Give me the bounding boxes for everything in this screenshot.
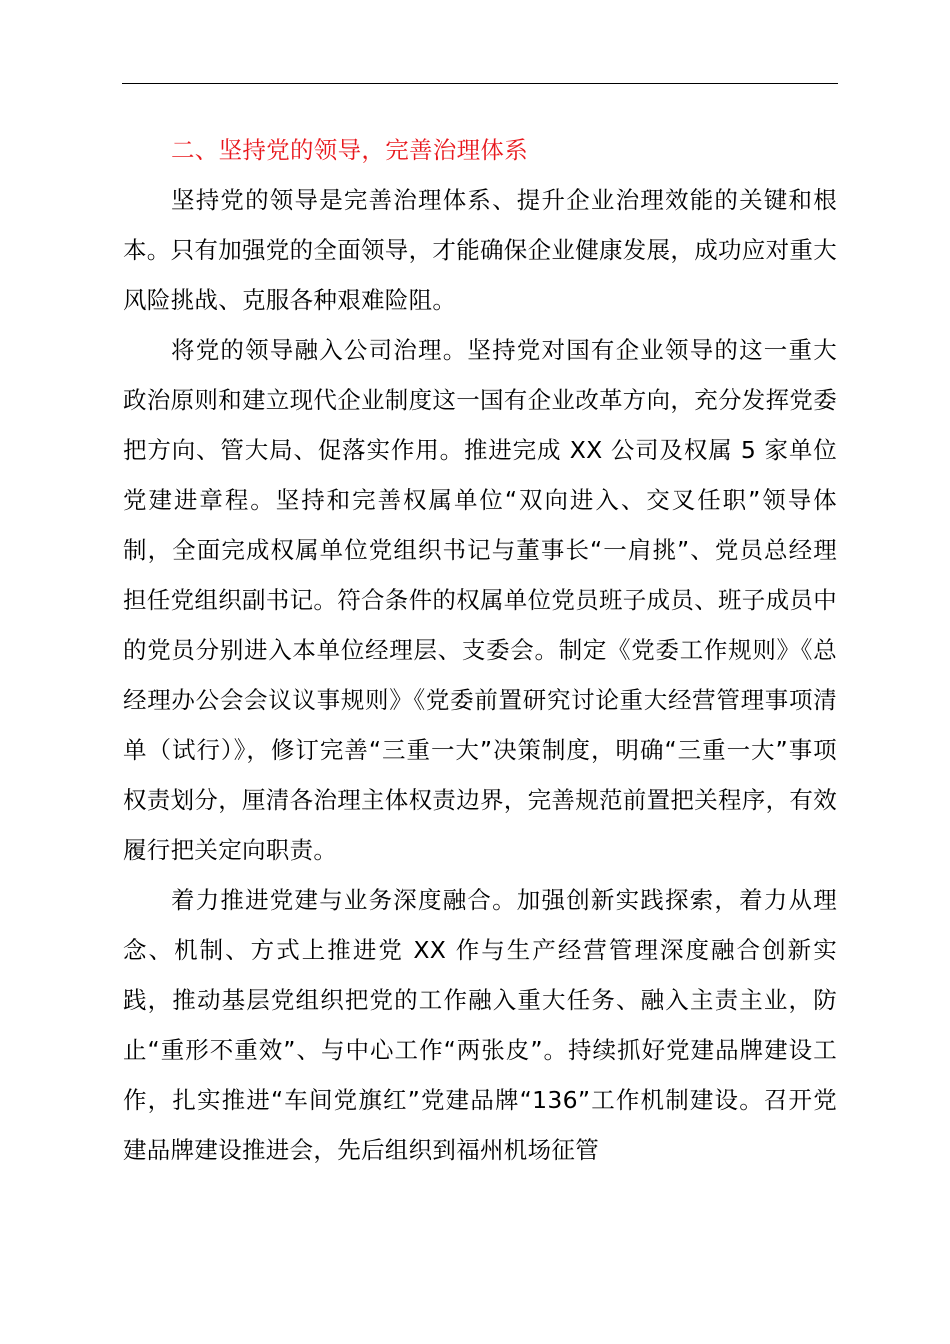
header-rule xyxy=(122,83,838,84)
paragraph-governance: 将党的领导融入公司治理。坚持党对国有企业领导的这一重大政治原则和建立现代企业制度这一国有企业改革方向，充分发挥党委把方向、管大局、促落实作用。推进完成 XX 公司及权属 5 家单位党建进章程。坚持和完善权属单位“双向进入、交叉任职”领导体制，全面完成权属单位党组织书记与董事长“一肩挑”、党员总经理担任党组织副书记。符合条件的权属单位党员班子成员、班子成员中的党员分别进入本单位经理层、支委会。制定《党委工作规则》《总经理办公会会议议事规则》《党委前置研究讨论重大经营管理事项清单（试行）》，修订完善“三重一大”决策制度，明确“三重一大”事项权责划分，厘清各治理主体权责边界，完善规范前置把关程序，有效履行把关定向职责。 xyxy=(123,336,837,864)
document-body xyxy=(123,125,837,1175)
paragraph-intro: 坚持党的领导是完善治理体系、提升企业治理效能的关键和根本。只有加强党的全面领导，才能确保企业健康发展，成功应对重大风险挑战、克服各种艰难险阻。 xyxy=(123,186,837,314)
section-heading: 二、坚持党的领导，完善治理体系 xyxy=(171,136,528,164)
paragraph-integration: 着力推进党建与业务深度融合。加强创新实践探索，着力从理念、机制、方式上推进党 XX 作与生产经营管理深度融合创新实践，推动基层党组织把党的工作融入重大任务、融入主责主业，防止“重形不重效”、与中心工作“两张皮”。持续抓好党建品牌建设工作，扎实推进“车间党旗红”党建品牌“136”工作机制建设。召开党建品牌建设推进会，先后组织到福州机场征管 xyxy=(123,886,837,1164)
